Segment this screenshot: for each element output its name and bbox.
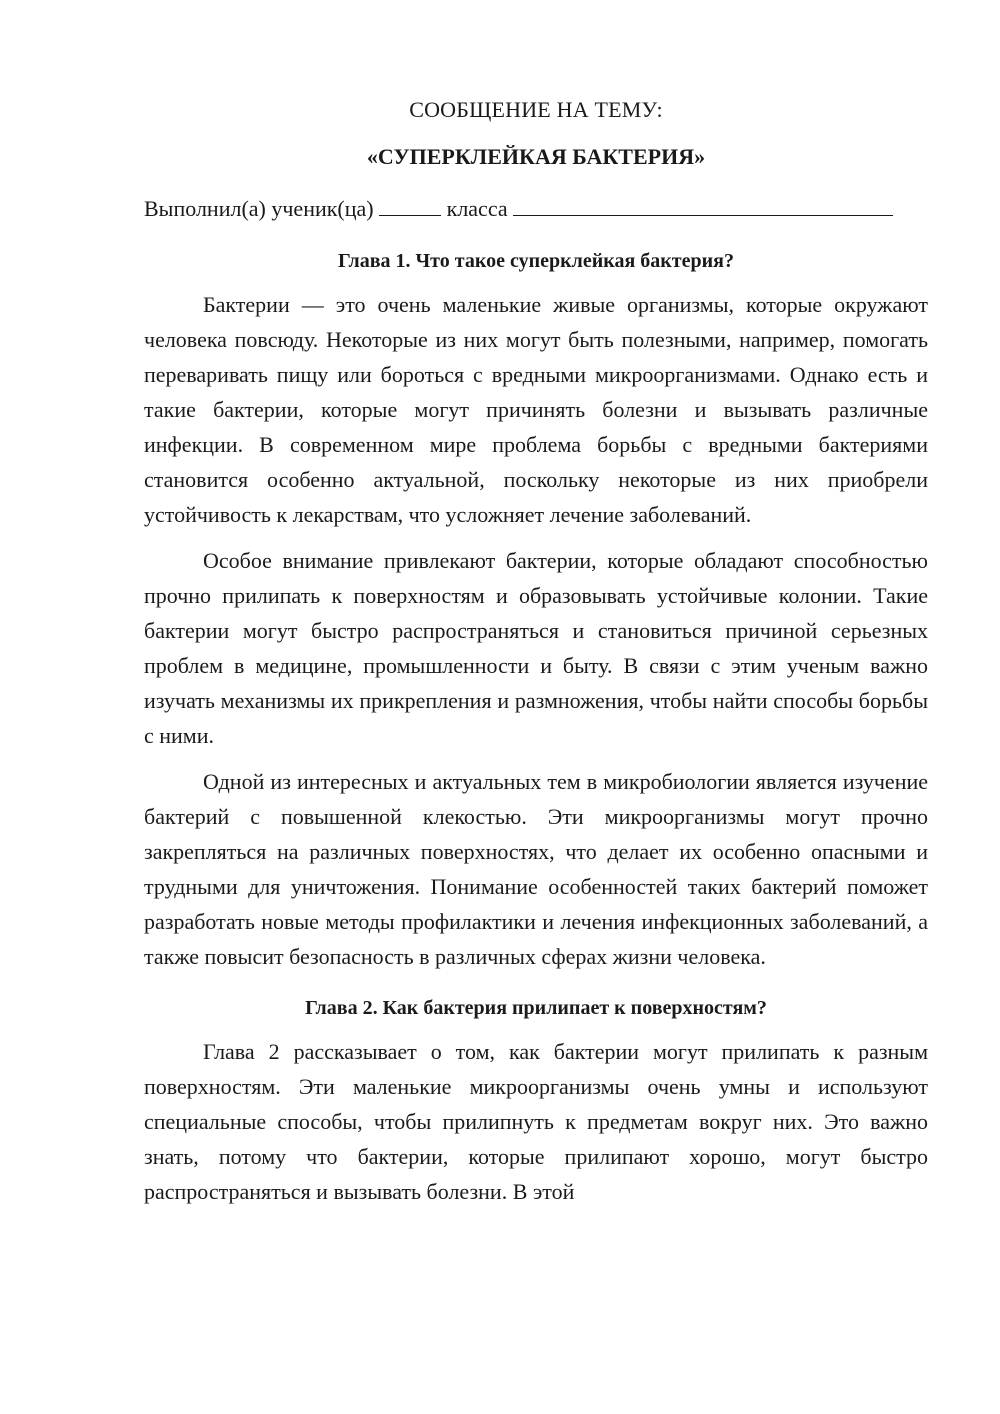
chapter-1-paragraph-1: Бактерии — это очень маленькие живые организмы, которые окружают человека повсюду. Некоторые из них могут быть полезными, например, помогать переваривать пищу или бороться с вредными микроорганизмами. Однако есть и такие бактерии, которые могут причинять болезни и вызывать различные инфекции. В современном мире проблема борьбы с вредными бактериями становится особенно актуальной, поскольку некоторые из них приобрели устойчивость к лекарствам, что усложняет лечение заболеваний. (144, 292, 928, 527)
chapter-2-paragraph-1: Глава 2 рассказывает о том, как бактерии могут прилипать к разным поверхностям. Эти маленькие микроорганизмы очень умны и используют специальные способы, чтобы прилипнуть к предметам вокруг них. Это важно знать, потому что бактерии, которые прилипают хорошо, могут быстро распространяться и вызывать болезни. В этой (144, 1039, 928, 1204)
chapter-1-paragraph-3: Одной из интересных и актуальных тем в микробиологии является изучение бактерий с повышенной клекостью. Эти микроорганизмы могут прочно закрепляться на различных поверхностях, что делает их особенно опасными и трудными для уничтожения. Понимание особенностей таких бактерий поможет разработать новые методы профилактики и лечения инфекционных заболеваний, а также повысит безопасность в различных сферах жизни человека. (144, 769, 928, 969)
document-body (144, 92, 928, 1220)
chapter-2-title: Глава 2. Как бактерия прилипает к поверхностям? (305, 997, 767, 1019)
author-line (144, 191, 928, 227)
student-name-blank (513, 191, 893, 216)
chapter-1-paragraph-2: Особое внимание привлекают бактерии, которые обладают способностью прочно прилипать к поверхностям и образовывать устойчивые колонии. Такие бактерии могут быстро распространяться и становиться причиной серьезных проблем в медицине, промышленности и быту. В связи с этим ученым важно изучать механизмы их прикрепления и размножения, чтобы найти способы борьбы с ними. (144, 548, 928, 748)
author-line-class-label: класса (446, 196, 508, 221)
author-line-prefix: Выполнил(а) ученик(ца) (144, 196, 374, 221)
class-number-blank (379, 191, 441, 216)
document-title: «СУПЕРКЛЕЙКАЯ БАКТЕРИЯ» (366, 144, 706, 169)
document-heading-line1: СООБЩЕНИЕ НА ТЕМУ: (409, 97, 663, 122)
chapter-1-title: Глава 1. Что такое суперклейкая бактерия? (338, 250, 734, 272)
